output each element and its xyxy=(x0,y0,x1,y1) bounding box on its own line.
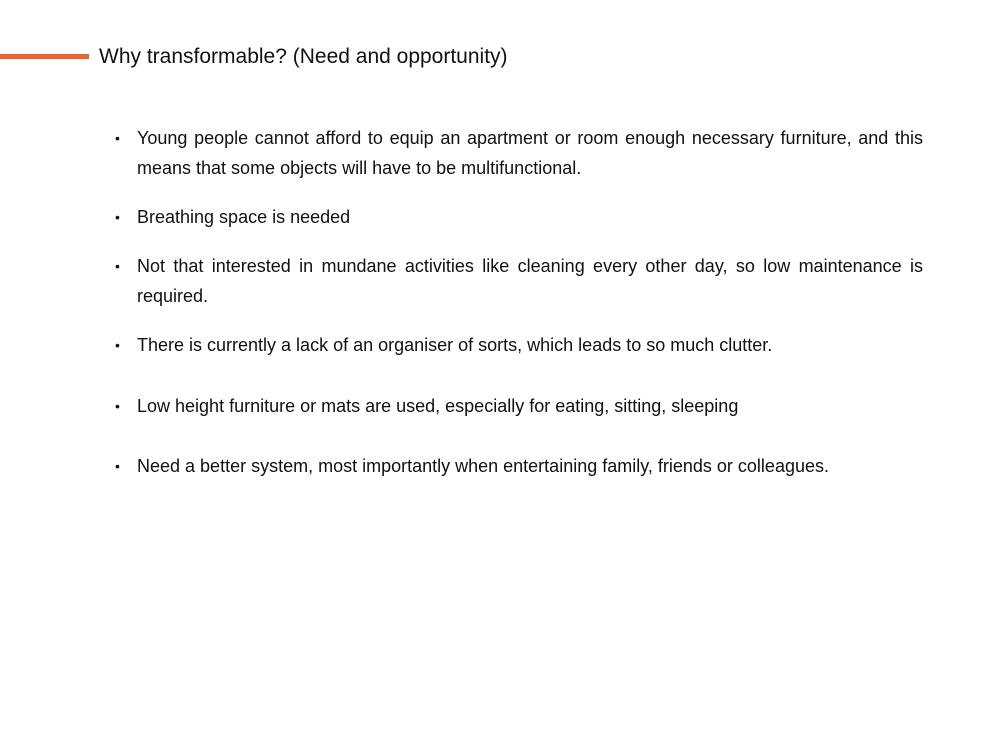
bullet-text: Low height furniture or mats are used, especially for eating, sitting, sleeping xyxy=(137,396,739,416)
bullet-text: There is currently a lack of an organiser of sorts, which leads to so much clutter. xyxy=(137,335,773,355)
bullet-item xyxy=(115,202,923,232)
bullet-dot-icon: • xyxy=(115,337,120,353)
title-accent-bar xyxy=(0,54,89,59)
bullet-text: Breathing space is needed xyxy=(137,207,351,227)
bullet-dot-icon: • xyxy=(115,209,120,225)
bullet-item xyxy=(115,251,923,311)
bullet-item xyxy=(115,123,923,183)
bullet-dot-icon: • xyxy=(115,258,120,274)
bullet-item xyxy=(115,391,923,421)
bullet-item xyxy=(115,330,923,360)
slide-title: Why transformable? (Need and opportunity) xyxy=(99,45,508,68)
bullet-item xyxy=(115,451,923,481)
bullet-text: Need a better system, most importantly when entertaining family, friends or colleagues. xyxy=(137,456,829,476)
bullet-text: Young people cannot afford to equip an apartment or room enough necessary furniture, and this means that some objects will have to be multifunctional. xyxy=(137,128,923,178)
bullet-text: Not that interested in mundane activities like cleaning every other day, so low maintenance is required. xyxy=(137,256,923,306)
bullet-dot-icon: • xyxy=(115,458,120,474)
bullet-dot-icon: • xyxy=(115,398,120,414)
bullet-dot-icon: • xyxy=(115,130,120,146)
